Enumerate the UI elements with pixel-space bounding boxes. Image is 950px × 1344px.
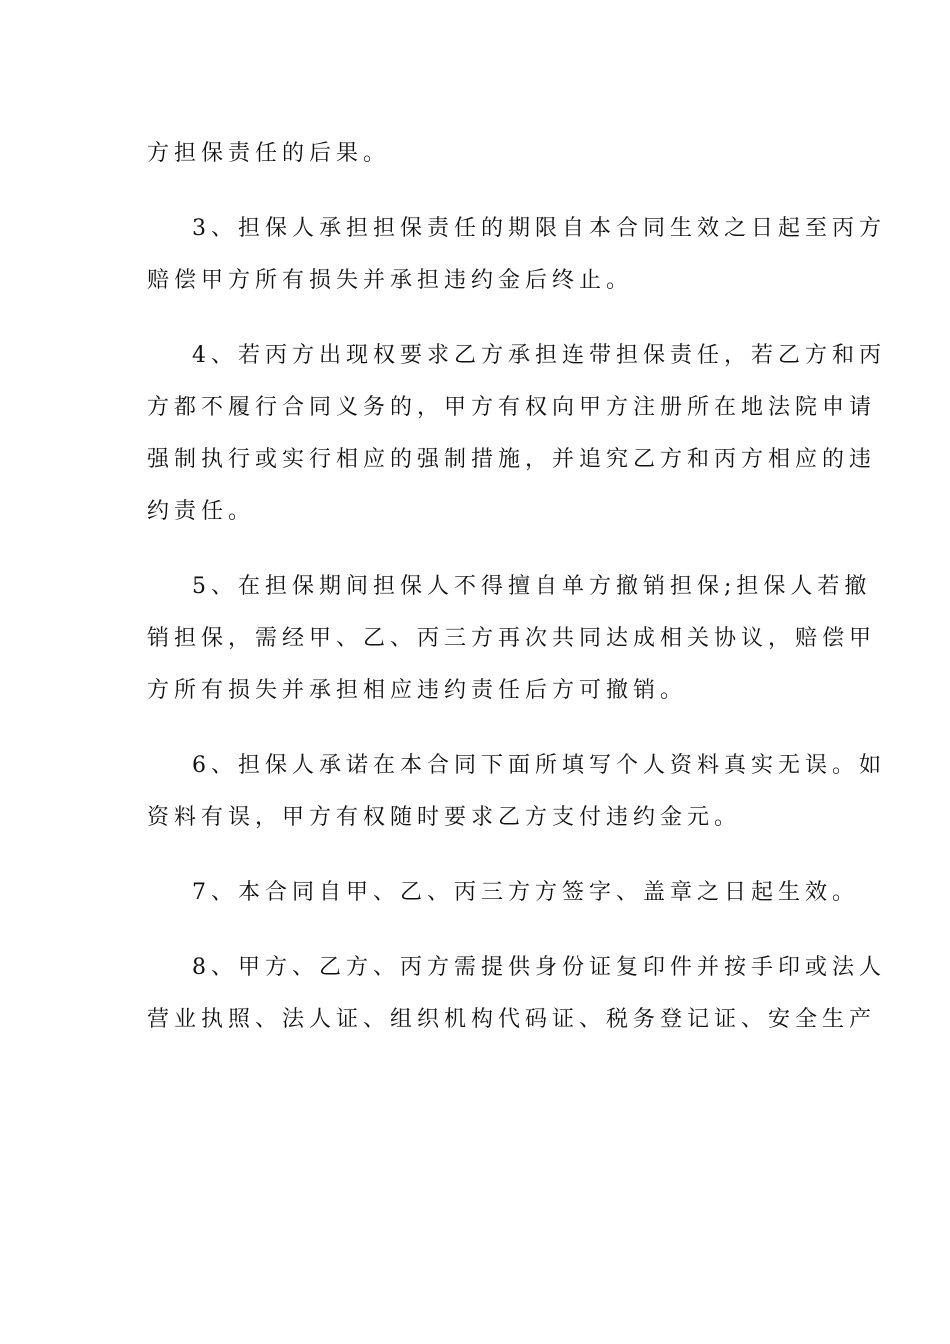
text-line: 销担保，需经甲、乙、丙三方再次共同达成相关协议，赔偿甲 — [147, 626, 877, 651]
text-line: 资料有误，甲方有权随时要求乙方支付违约金元。 — [147, 805, 742, 830]
text-line: 3、担保人承担担保责任的期限自本合同生效之日起至丙方 — [192, 216, 886, 241]
clause-5 — [147, 561, 877, 717]
text-line: 方所有损失并承担相应违约责任后方可撤销。 — [147, 678, 688, 703]
clause-7 — [147, 867, 859, 919]
text-line: 赔偿甲方所有损失并承担违约金后终止。 — [147, 268, 634, 293]
clause-4 — [147, 330, 886, 538]
document-body — [147, 128, 886, 1069]
text-line: 4、若丙方出现权要求乙方承担连带担保责任，若乙方和丙 — [192, 343, 886, 368]
clause-6 — [147, 740, 886, 844]
text-line: 约责任。 — [147, 499, 256, 524]
text-line: 5、在担保期间担保人不得擅自单方撤销担保;担保人若撤 — [192, 574, 872, 599]
clause-3 — [147, 203, 886, 307]
text-line: 8、甲方、乙方、丙方需提供身份证复印件并按手印或法人 — [192, 955, 886, 980]
clause-8 — [147, 942, 886, 1046]
text-line: 营业执照、法人证、组织机构代码证、税务登记证、安全生产 — [147, 1007, 877, 1032]
text-line: 7、本合同自甲、乙、丙三方方签字、盖章之日起生效。 — [192, 880, 859, 905]
paragraph-continuation — [147, 128, 807, 180]
text-line: 方担保责任的后果。 — [147, 141, 391, 166]
text-line: 方都不履行合同义务的，甲方有权向甲方注册所在地法院申请 — [147, 395, 877, 420]
text-line: 6、担保人承诺在本合同下面所填写个人资料真实无误。如 — [192, 753, 886, 778]
text-line: 强制执行或实行相应的强制措施，并追究乙方和丙方相应的违 — [147, 447, 877, 472]
